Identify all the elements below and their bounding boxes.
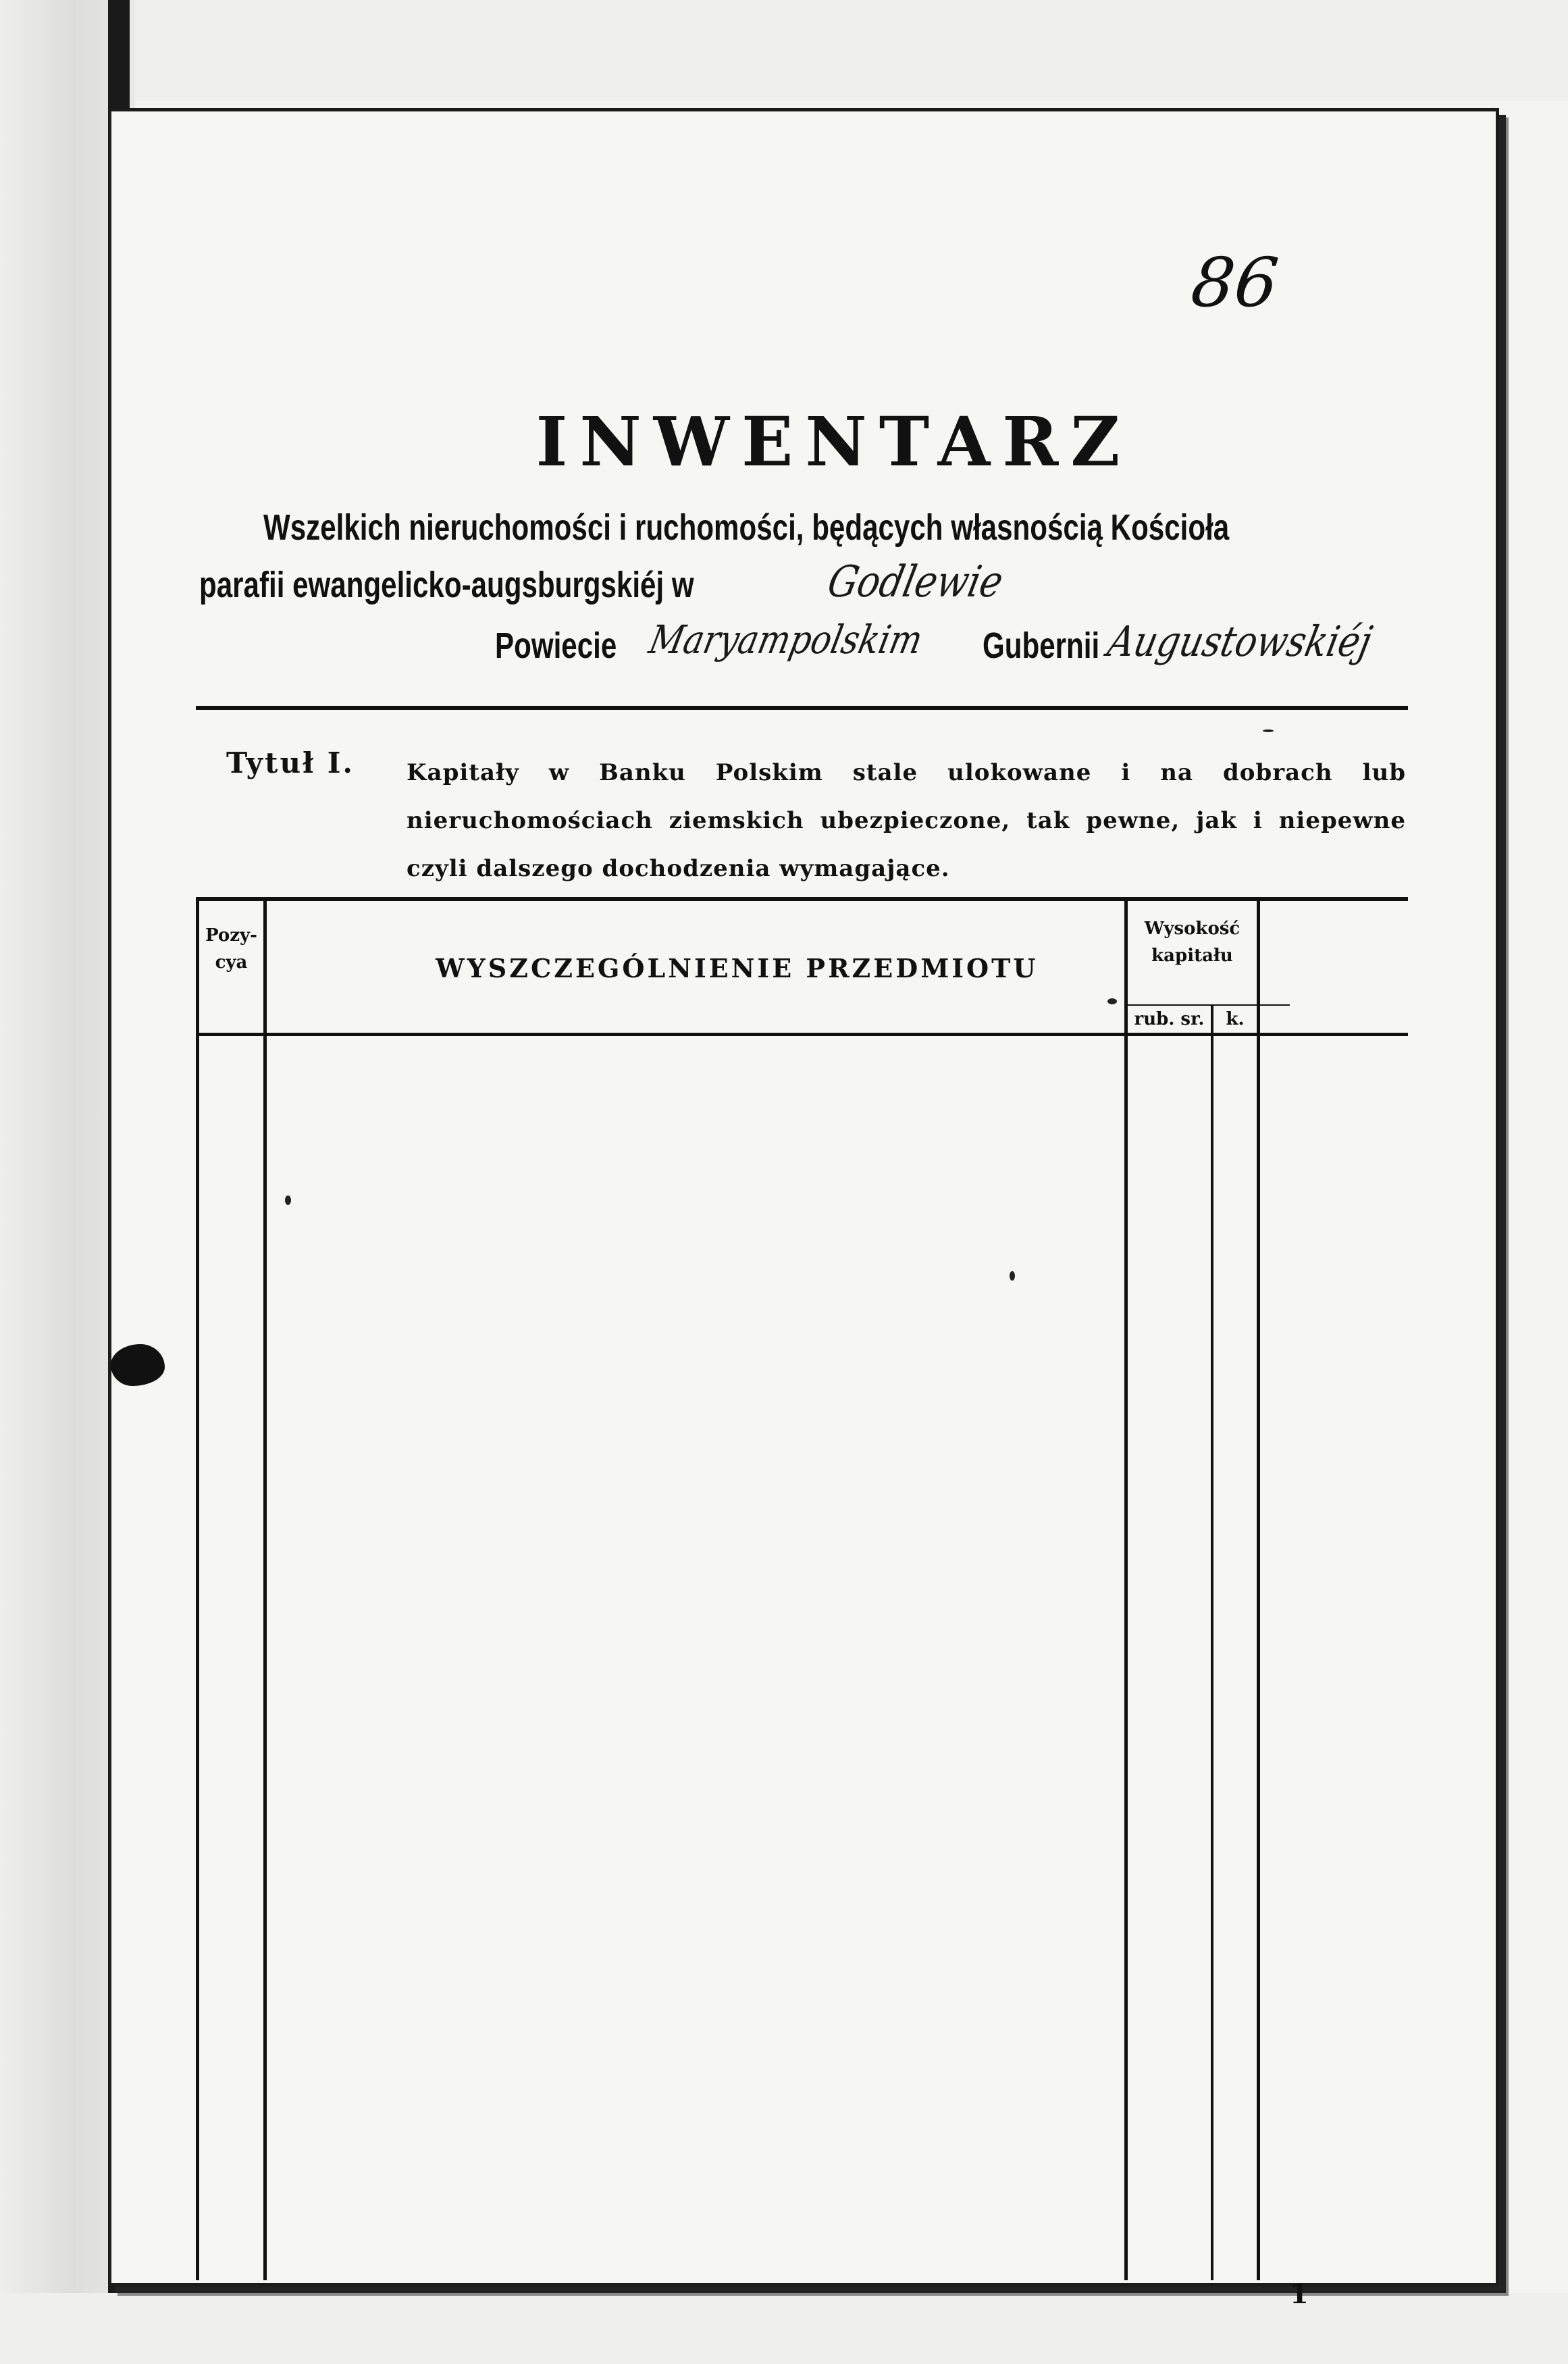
- powiat-label: Powiecie: [495, 625, 617, 666]
- paper-speck: [1010, 1271, 1015, 1281]
- paper-speck: [1107, 998, 1117, 1004]
- paper-speck: [285, 1196, 291, 1205]
- capital-column-right-border: [1257, 897, 1260, 2280]
- col-header-rubles: rub. sr.: [1134, 1009, 1205, 1029]
- section-description: Kapitały w Banku Polskim stale ulokowane i na dobrach lub nieruchomościach ziemskich ubezpieczone, tak pewne, jak i niepewne czyli dalszego dochodzenia wymagające.: [407, 759, 1406, 882]
- header-divider: [196, 706, 1408, 710]
- col-header-capital-line2: kapitału: [1151, 946, 1233, 966]
- col-header-description: WYSZCZEGÓLNIENIE PRZEDMIOTU: [436, 953, 1039, 983]
- table-top-rule: [196, 897, 1408, 901]
- scan-top-margin: [0, 0, 1568, 101]
- position-column-divider: [263, 897, 267, 2280]
- document-title: INWENTARZ: [535, 402, 1132, 482]
- handwritten-district: Maryampolskim: [645, 617, 927, 663]
- col-header-position-line2: cya: [215, 952, 248, 973]
- subtitle-line-1: Wszelkich nieruchomości i ruchomości, będących własnością Kościoła: [263, 507, 1230, 548]
- paper-speck: [1263, 729, 1274, 732]
- subtitle-line-2: parafii ewangelicko-augsburgskiéj w: [199, 565, 694, 605]
- description-column-divider: [1124, 897, 1128, 2280]
- col-header-position-line1: Pozy-: [205, 925, 257, 946]
- scan-bottom-margin: [0, 2293, 1568, 2364]
- table-left-border: [196, 897, 199, 2280]
- handwritten-place: Godlewie: [823, 557, 1008, 607]
- handwritten-governorate: Augustowskiéj: [1103, 617, 1377, 666]
- col-header-capital: [1128, 915, 1257, 969]
- ledger-page: [108, 108, 1499, 2310]
- col-header-kopecks: k.: [1226, 1009, 1245, 1029]
- table-header-rule: [196, 1033, 1408, 1036]
- sheet-number: 1: [1290, 2278, 1309, 2310]
- rubles-column-divider: [1211, 1004, 1213, 2280]
- gubernia-label: Gubernii: [983, 625, 1100, 666]
- col-header-position: [199, 922, 263, 976]
- section-label: Tytuł I.: [226, 746, 355, 779]
- col-header-capital-line1: Wysokość: [1144, 919, 1240, 939]
- page-number: 86: [1187, 243, 1282, 322]
